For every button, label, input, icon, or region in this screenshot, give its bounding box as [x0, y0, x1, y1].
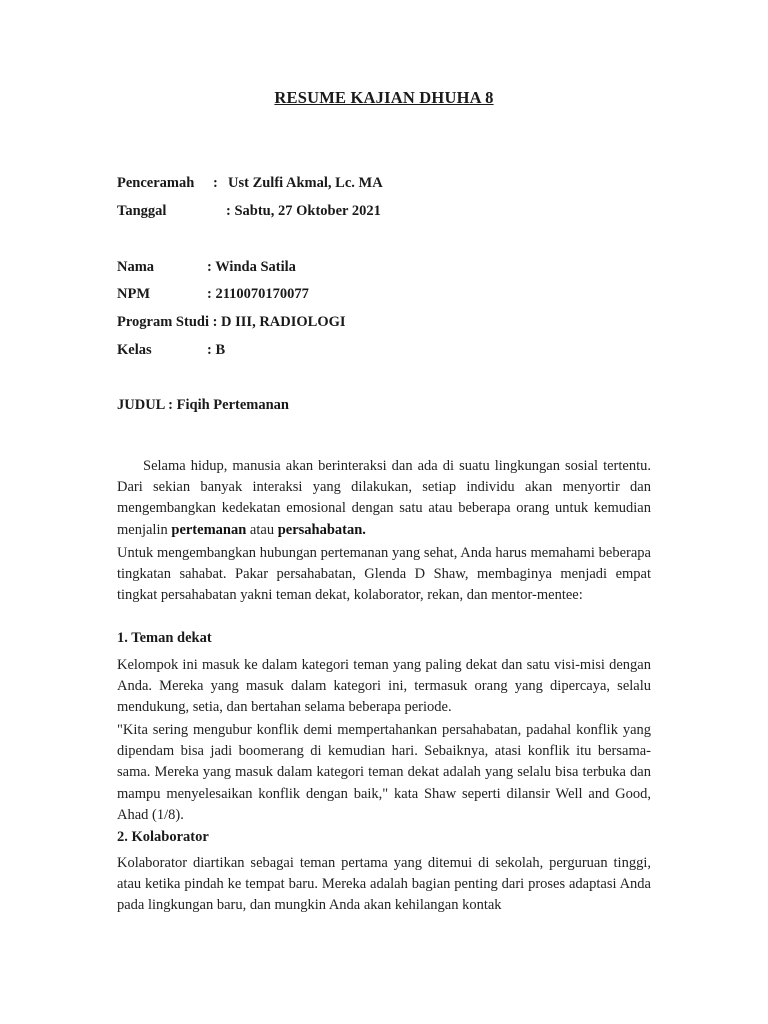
npm-row: [117, 286, 309, 303]
speaker-value: Ust Zulfi Akmal, Lc. MA: [228, 175, 383, 191]
document-title: RESUME KAJIAN DHUHA 8: [274, 88, 494, 107]
class-row: [117, 342, 226, 359]
section1-quote: "Kita sering mengubur konflik demi mempertahankan persahabatan, padahal konflik yang dipendam bisa jadi boomerang di kemudian hari. Sebaiknya, atasi konflik itu bersama-sama. Mereka yang masuk dalam kategori teman dekat adalah yang selalu bisa terbuka dan mampu menyelesaikan konflik dengan baik," kata Shaw seperti dilansir Well and Good, Ahad (1/8).: [117, 722, 651, 823]
date-value: : Sabtu, 27 Oktober 2021: [226, 203, 381, 219]
name-row: [117, 259, 296, 276]
speaker-label: Penceramah: [117, 175, 195, 191]
class-label: Kelas: [117, 342, 152, 358]
intro-text-mid: atau: [246, 521, 278, 538]
date-label: Tanggal: [117, 203, 167, 219]
name-label: Nama: [117, 259, 155, 275]
section2-paragraph1: Kolaborator diartikan sebagai teman pertama yang ditemui di sekolah, perguruan tinggi, atau ketika pindah ke tempat baru. Mereka adalah bagian penting dari proses adaptasi Anda pada lingkungan baru, dan mungkin Anda akan kehilangan kontak: [117, 855, 651, 914]
topic-title: JUDUL : Fiqih Pertemanan: [117, 397, 289, 413]
npm-value: : 2110070170077: [207, 286, 309, 302]
name-value: : Winda Satila: [207, 259, 296, 275]
section-heading-kolaborator: 2. Kolaborator: [117, 829, 209, 845]
intro-paragraph: [117, 456, 651, 541]
npm-label: NPM: [117, 286, 151, 302]
speaker-separator: :: [213, 175, 218, 191]
intro-bold-persahabatan: persahabatan.: [277, 521, 366, 538]
section1-paragraph1: Kelompok ini masuk ke dalam kategori teman yang paling dekat dan satu visi-misi dengan Anda. Mereka yang masuk dalam kategori ini, termasuk orang yang dipercaya, selalu mendukung, setia, dan bertahan selama beberapa periode.: [117, 657, 651, 716]
levels-paragraph: Untuk mengembangkan hubungan pertemanan yang sehat, Anda harus memahami beberapa tingkatan sahabat. Pakar persahabatan, Glenda D Shaw, membaginya menjadi empat tingkat persahabatan yakni teman dekat, kolaborator, rekan, dan mentor-mentee:: [117, 545, 651, 604]
speaker-row: [117, 175, 383, 192]
section-heading-teman-dekat: 1. Teman dekat: [117, 630, 212, 646]
date-row: [117, 203, 381, 220]
program-row: [117, 314, 346, 331]
intro-bold-pertemanan: pertemanan: [171, 521, 247, 538]
program-label: Program Studi : D III, RADIOLOGI: [117, 314, 346, 330]
class-value: : B: [207, 342, 226, 358]
intro-text: Selama hidup, manusia akan berinteraksi dan ada di suatu lingkungan sosial tertentu. Dari sekian banyak interaksi yang dilakukan, setiap individu akan menyortir dan mengembangkan kedekatan emosional dengan satu atau beberapa orang untuk kemudian menjalin: [117, 458, 651, 538]
